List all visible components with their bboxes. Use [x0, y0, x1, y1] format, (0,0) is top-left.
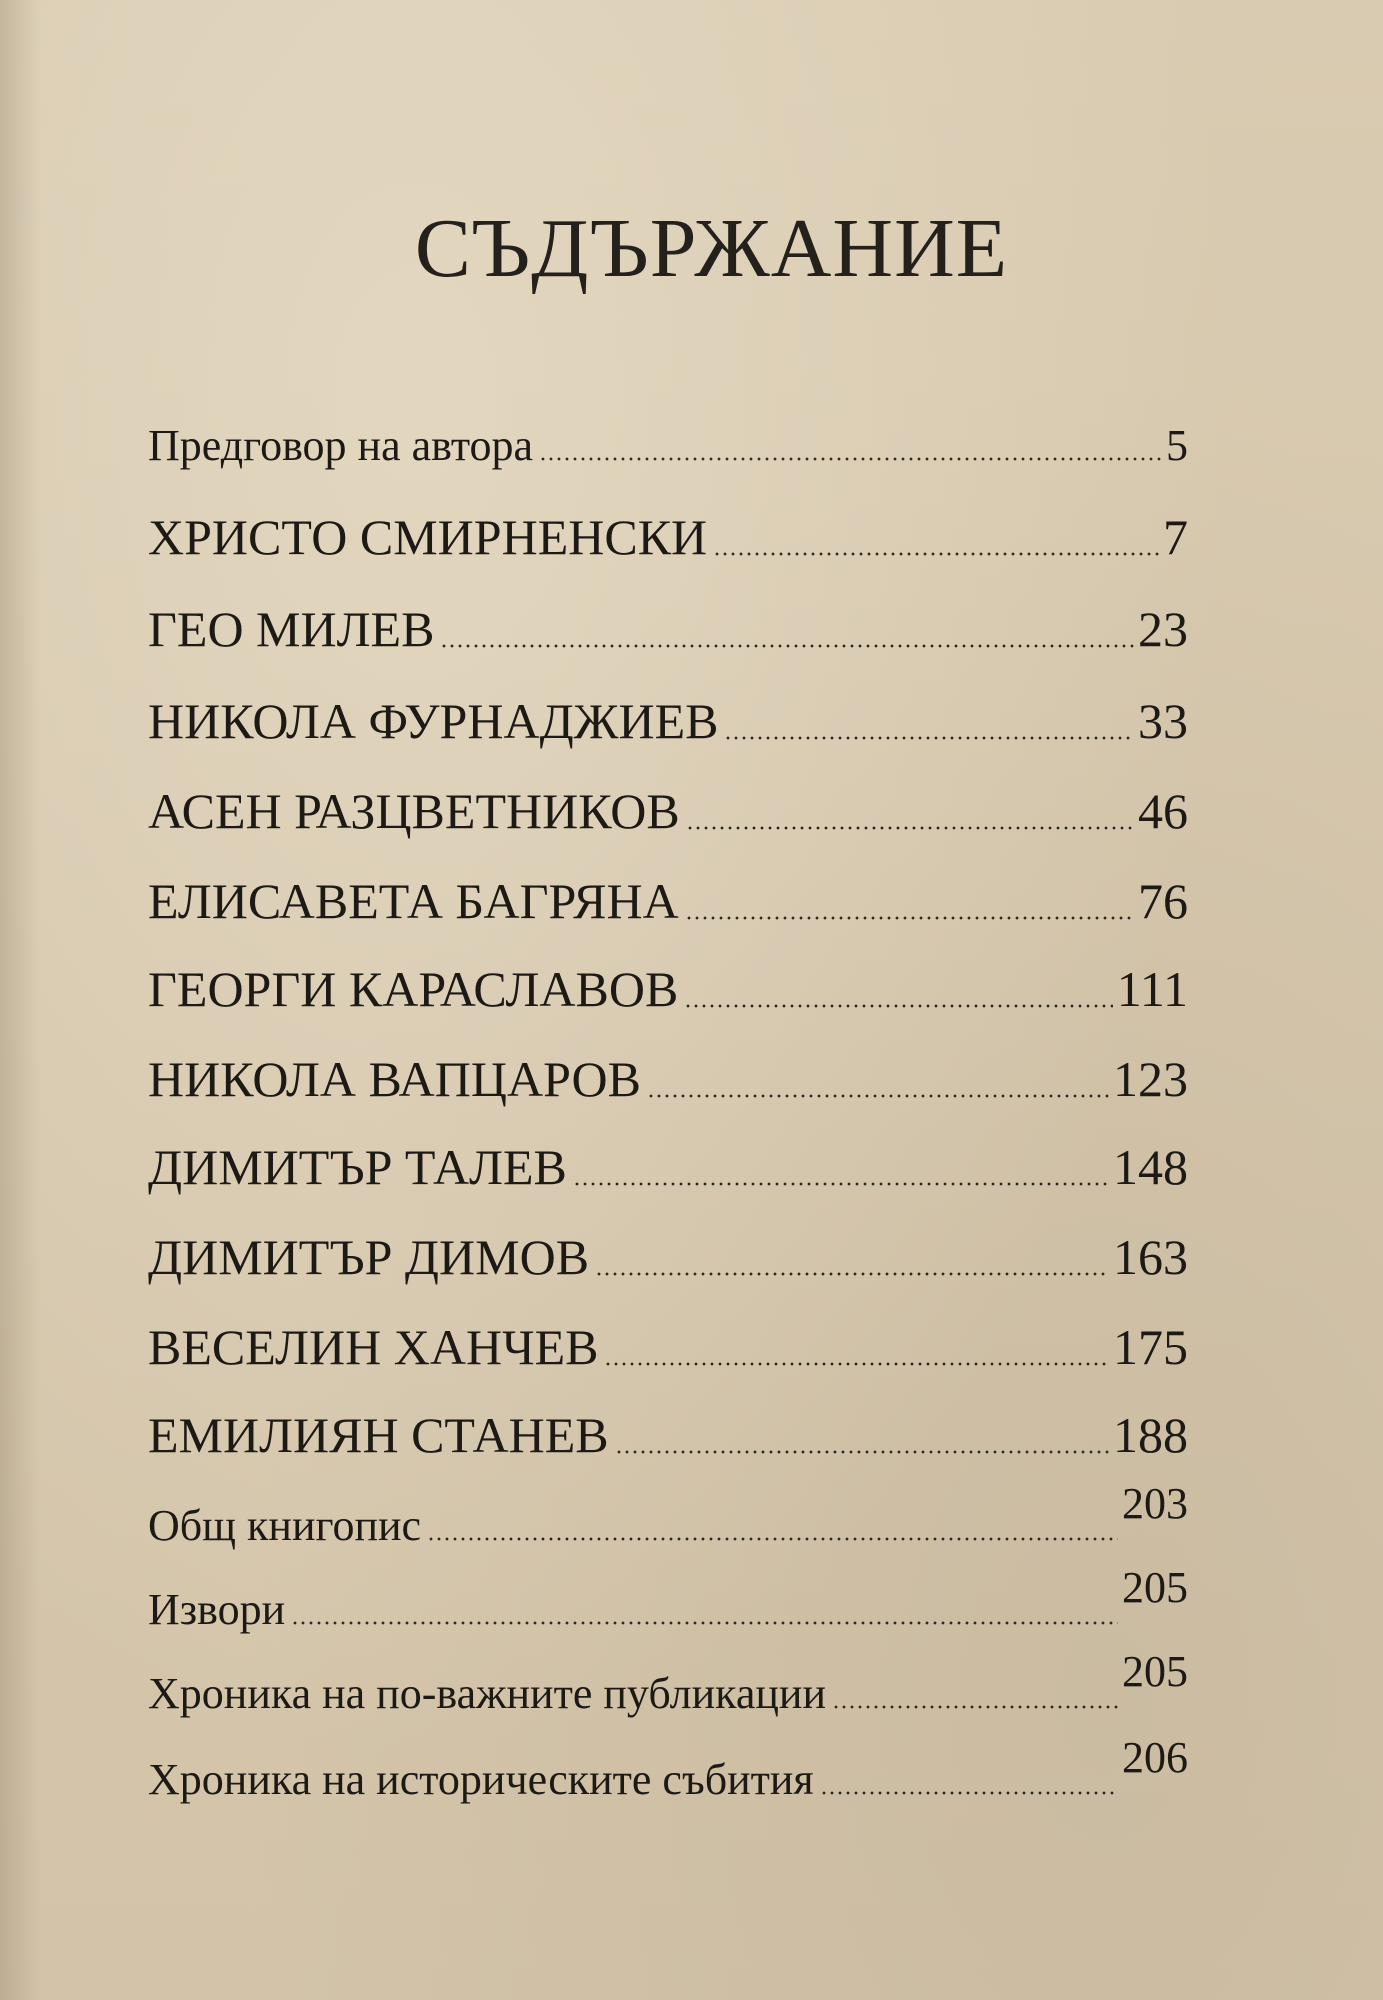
toc-entry-label: ЕМИЛИЯН СТАНЕВ: [148, 1407, 609, 1463]
toc-entry-page: 76: [1138, 873, 1188, 929]
dot-leader: [686, 826, 1134, 830]
toc-entry-label: Извори: [148, 1585, 286, 1634]
toc-entry-page: 123: [1113, 1051, 1188, 1107]
toc-entry-page: 175: [1113, 1319, 1188, 1375]
dot-leader: [427, 1537, 1118, 1541]
dot-leader: [440, 644, 1134, 648]
toc-entry-page: 188: [1113, 1407, 1188, 1463]
toc-entry: [148, 872, 1188, 930]
toc-entry: [148, 960, 1188, 1018]
toc-entry: [148, 1563, 1188, 1635]
dot-leader: [615, 1450, 1109, 1454]
toc-entry-label: ЕЛИСАВЕТА БАГРЯНА: [148, 873, 679, 929]
toc-entry-label: НИКОЛА ВАПЦАРОВ: [148, 1051, 641, 1107]
toc-entry-label: ДИМИТЪР ТАЛЕВ: [148, 1139, 567, 1195]
toc-entry: [148, 420, 1188, 471]
dot-leader: [713, 552, 1159, 556]
toc-entry-page: 203: [1122, 1479, 1188, 1528]
toc-entry-page: 206: [1122, 1733, 1188, 1782]
dot-leader: [573, 1182, 1109, 1186]
toc-entry-page: 46: [1138, 783, 1188, 839]
toc-entry-page: 111: [1116, 961, 1188, 1017]
toc-entry-page: 33: [1138, 693, 1188, 749]
toc-entry-label: Хроника на по-важните публикации: [148, 1669, 827, 1718]
toc-entry: [148, 1647, 1188, 1719]
dot-leader: [820, 1791, 1118, 1795]
toc-entry-label: НИКОЛА ФУРНАДЖИЕВ: [148, 693, 719, 749]
toc-entry: [148, 1228, 1188, 1286]
toc-entry-page: 205: [1122, 1647, 1188, 1696]
toc-entry: [148, 1050, 1188, 1108]
toc-entry-page: 7: [1163, 509, 1188, 565]
toc-entry: [148, 1406, 1188, 1464]
toc-entry: [148, 1318, 1188, 1376]
toc-entry-label: АСЕН РАЗЦВЕТНИКОВ: [148, 783, 680, 839]
toc-entry-label: Предговор на автора: [148, 421, 533, 470]
page-edge-shadow: [0, 0, 40, 2000]
toc-entry-label: ХРИСТО СМИРНЕНСКИ: [148, 509, 708, 565]
dot-leader: [647, 1094, 1109, 1098]
dot-leader: [685, 916, 1134, 920]
toc-entry-label: Хроника на историческите събития: [148, 1755, 814, 1804]
toc-entry-page: 148: [1113, 1139, 1188, 1195]
toc-entry-label: ГЕО МИЛЕВ: [148, 601, 435, 657]
page-title: СЪДЪРЖАНИЕ: [414, 202, 1009, 295]
toc-entry: [148, 600, 1188, 658]
dot-leader: [539, 457, 1162, 461]
toc-entry-label: ДИМИТЪР ДИМОВ: [148, 1229, 590, 1285]
toc-entry-label: ГЕОРГИ КАРАСЛАВОВ: [148, 961, 679, 1017]
toc-entry: [148, 1479, 1188, 1551]
toc-entry-page: 23: [1138, 601, 1188, 657]
dot-leader: [684, 1004, 1112, 1008]
toc-entry: [148, 1138, 1188, 1196]
toc-entry: [148, 692, 1188, 750]
toc-entry-page: 5: [1166, 421, 1188, 470]
toc-entry-page: 163: [1113, 1229, 1188, 1285]
dot-leader: [604, 1362, 1109, 1366]
toc-entry: [148, 508, 1188, 566]
dot-leader: [291, 1621, 1118, 1625]
toc-entry-page: 205: [1122, 1563, 1188, 1612]
toc-entry-label: ВЕСЕЛИН ХАНЧЕВ: [148, 1319, 599, 1375]
dot-leader: [832, 1705, 1118, 1709]
toc-entry: [148, 782, 1188, 840]
dot-leader: [724, 736, 1134, 740]
toc-entry: [148, 1733, 1188, 1805]
toc-entry-label: Общ книгопис: [148, 1501, 422, 1550]
dot-leader: [595, 1272, 1109, 1276]
